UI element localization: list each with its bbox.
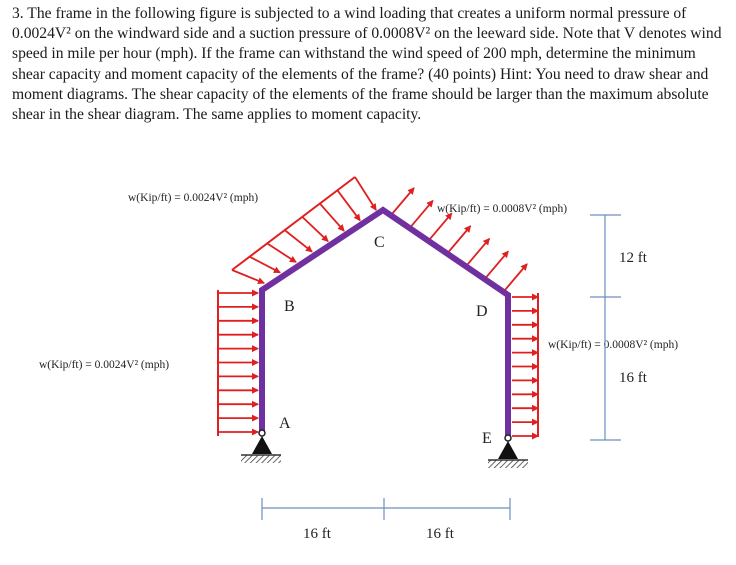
windward-wall-load-label: w(Kip/ft) = 0.0024V² (mph): [39, 359, 170, 371]
horizontal-dimension: [262, 498, 510, 520]
load-arrow: [320, 204, 344, 231]
leeward-wall-load-arrows: [512, 293, 538, 437]
vertical-dimension: [590, 215, 621, 440]
load-arrow: [267, 243, 296, 262]
leeward-wall-load-label: w(Kip/ft) = 0.0008V² (mph): [548, 339, 679, 351]
load-arrow: [232, 270, 264, 283]
wall-height-dimension: 16 ft: [619, 370, 647, 386]
roof-height-dimension: 12 ft: [619, 250, 647, 266]
pin-support-a: [241, 430, 281, 463]
load-arrow: [392, 188, 414, 214]
load-arrow: [505, 264, 527, 290]
pin-support-e: [488, 435, 528, 468]
point-b-label: B: [284, 298, 295, 315]
load-arrow: [449, 226, 471, 252]
load-arrow: [411, 201, 433, 227]
load-arrow: [285, 230, 312, 252]
load-arrow: [355, 177, 376, 210]
load-arrow: [467, 239, 489, 265]
load-arrow: [337, 190, 360, 220]
point-d-label: D: [476, 303, 488, 320]
load-arrow: [250, 257, 280, 273]
load-arrow: [430, 213, 452, 239]
load-arrow: [486, 251, 508, 277]
left-span-dimension: 16 ft: [303, 526, 331, 542]
frame-members: [262, 210, 508, 437]
windward-wall-load-arrows: [218, 290, 258, 436]
point-a-label: A: [279, 415, 291, 432]
right-span-dimension: 16 ft: [426, 526, 454, 542]
leeward-roof-load-label: w(Kip/ft) = 0.0008V² (mph): [437, 203, 568, 215]
point-e-label: E: [482, 430, 492, 447]
windward-roof-load-label: w(Kip/ft) = 0.0024V² (mph): [128, 192, 259, 204]
point-c-label: C: [374, 234, 385, 251]
load-arrow: [302, 217, 328, 241]
problem-statement: 3. The frame in the following figure is subjected to a wind loading that creates a uniform normal pressure of 0.0024V² on the windward side and a suction pressure of 0.0008V² on the leeward side. Note that V denotes wind speed in mile per hour (mph). If the frame can withstand the wind speed of 200 mph, determine the minimum shear capacity and moment capacity of the elements of the frame? (40 points) Hint: You need to draw shear and moment diagrams. The shear capacity of the elements of the frame should be larger than the maximum absolute shear in the shear diagram. The same applies to moment capacity.: [12, 5, 722, 124]
